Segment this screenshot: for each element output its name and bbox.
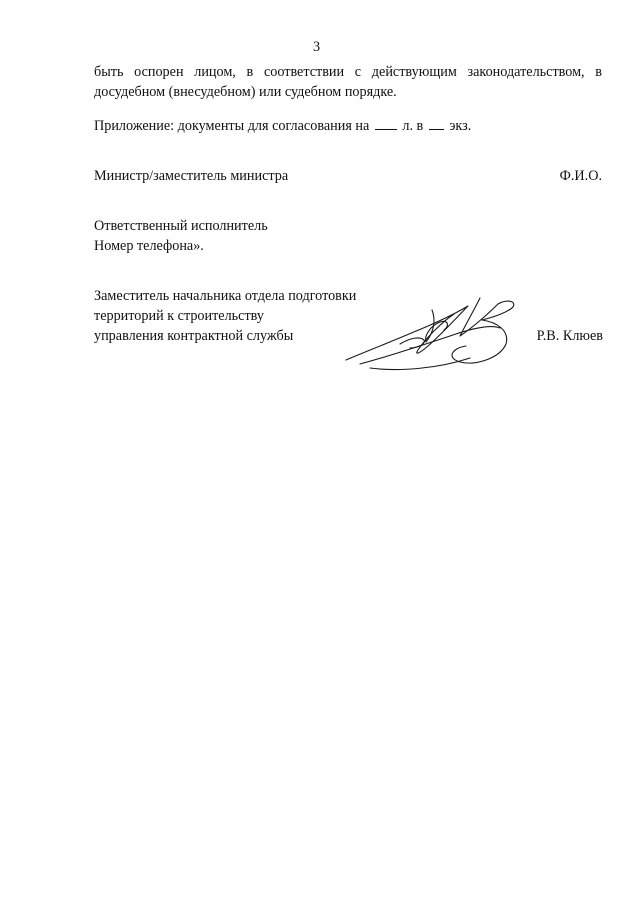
sheets-count-blank <box>375 116 397 130</box>
signatory-name: Р.В. Клюев <box>536 328 603 344</box>
handwritten-signature <box>340 292 530 374</box>
signatory-position-line-1: Заместитель начальника отдела подготовки <box>94 288 357 304</box>
page-number: 3 <box>312 39 321 55</box>
body-paragraph-line-1: быть оспорен лицом, в соответствии с действующим законодательством, в <box>94 64 602 80</box>
signature-stroke <box>452 298 514 363</box>
attachment-line <box>94 116 471 136</box>
signatory-position-line-3: управления контрактной службы <box>94 328 294 344</box>
minister-signature-row <box>94 166 602 186</box>
attachment-suffix: экз. <box>449 118 472 134</box>
responsible-executor-label: Ответственный исполнитель <box>94 218 268 234</box>
body-paragraph <box>94 62 602 102</box>
signature-stroke <box>346 306 468 360</box>
body-paragraph-line-2: досудебном (внесудебном) или судебном порядке. <box>94 84 397 100</box>
minister-title: Министр/заместитель министра <box>94 168 289 184</box>
copies-count-blank <box>429 116 444 130</box>
signatory-position-line-2: территорий к строительству <box>94 308 264 324</box>
attachment-middle: л. в <box>402 118 424 134</box>
responsible-executor-block <box>94 216 268 256</box>
phone-number-label: Номер телефона». <box>94 238 204 254</box>
signatory-position-block <box>94 286 356 346</box>
attachment-prefix: Приложение: документы для согласования на <box>94 118 370 134</box>
minister-name-placeholder: Ф.И.О. <box>559 168 602 184</box>
